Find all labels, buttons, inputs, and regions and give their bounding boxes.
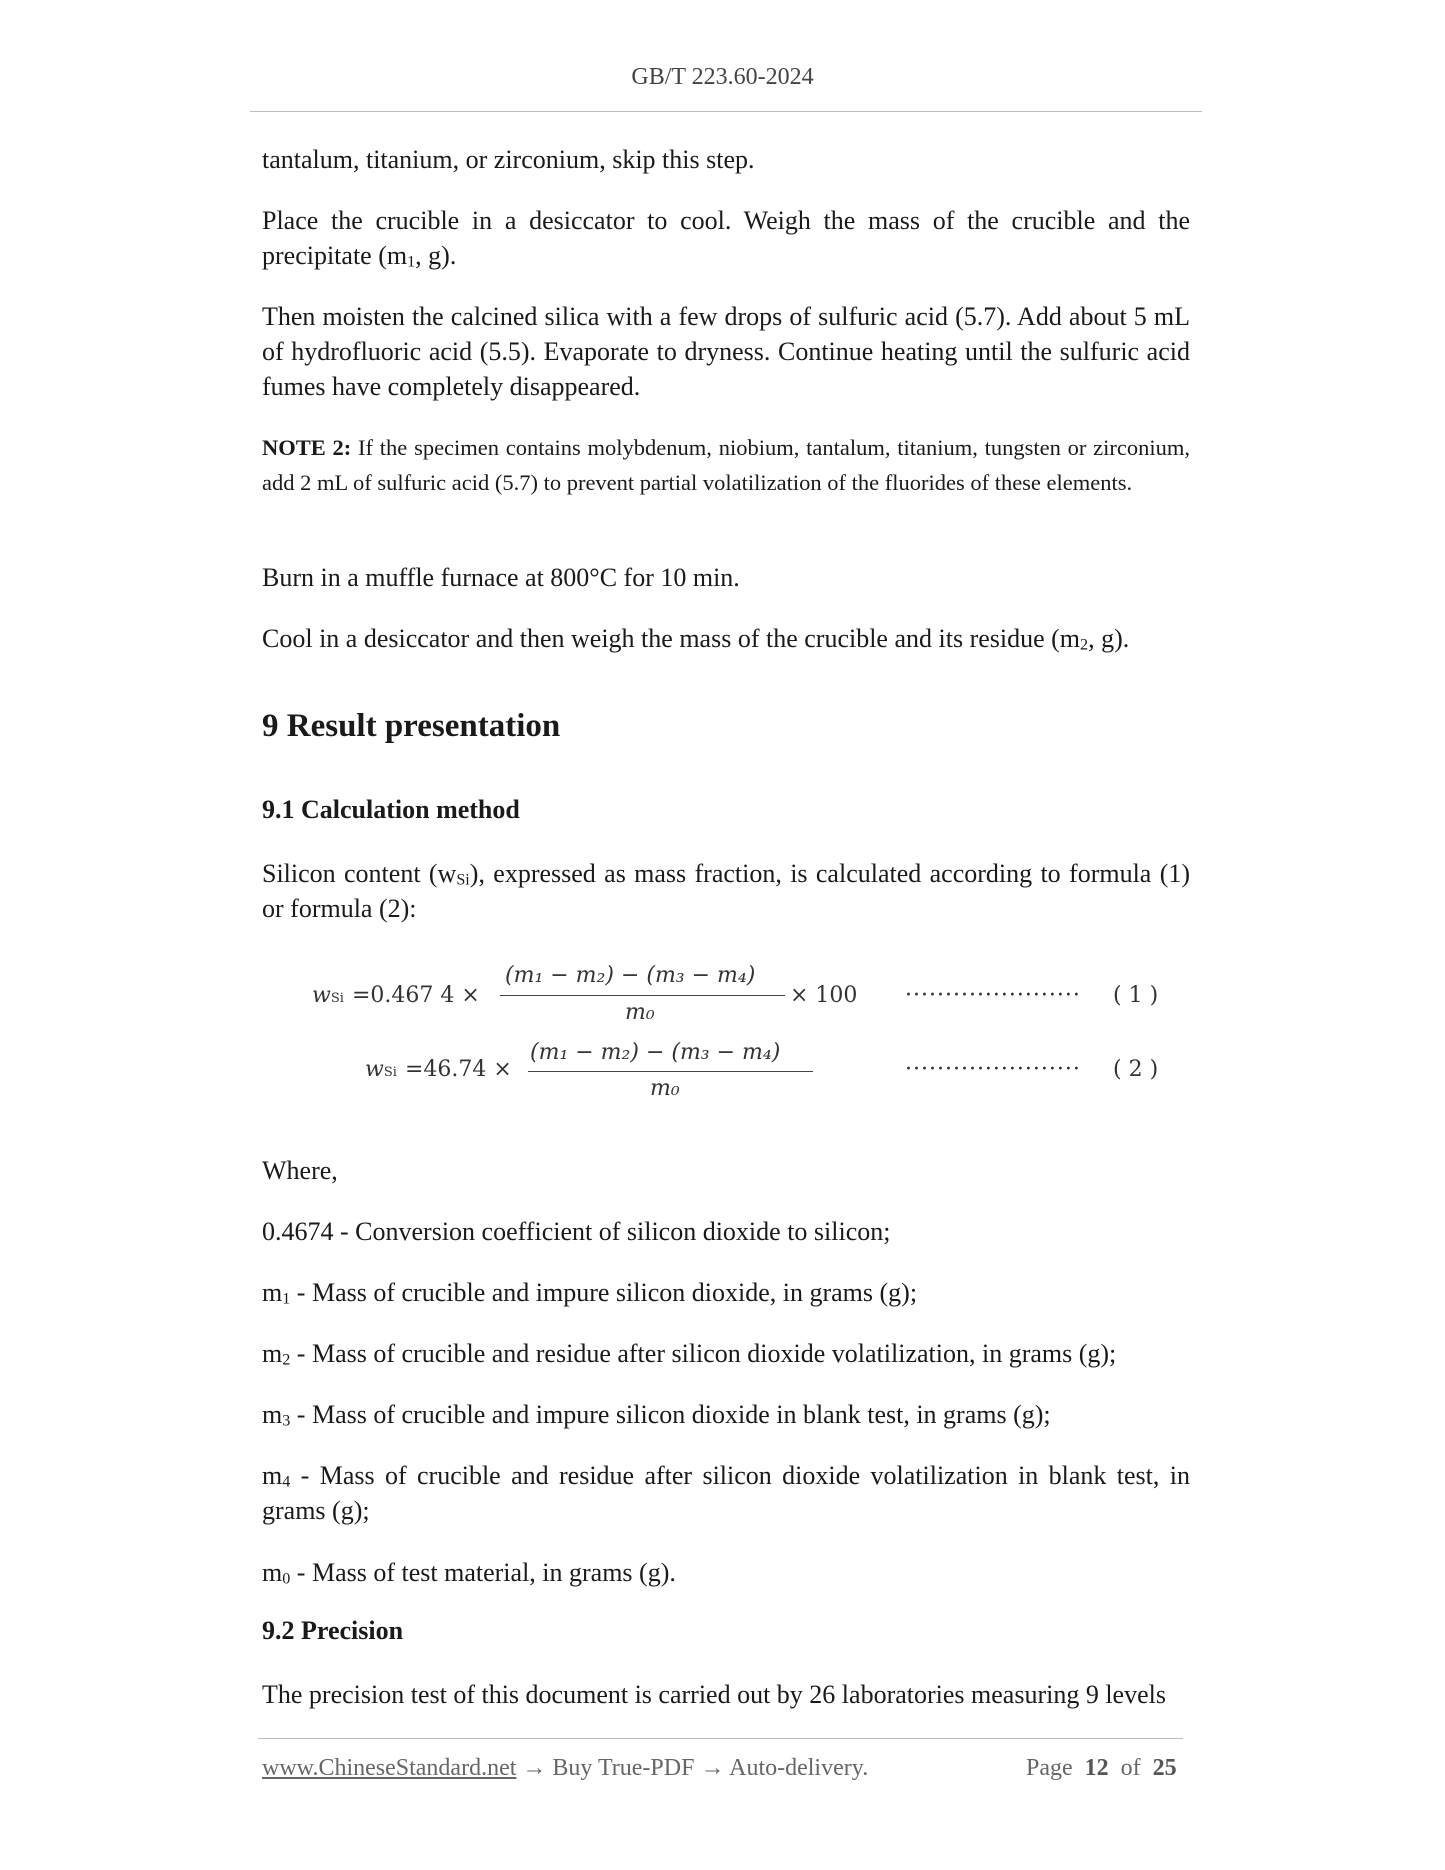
page-indicator: Page 12 of 25	[1026, 1755, 1177, 1781]
definition-symbol: m	[262, 1400, 283, 1429]
formula-1-leader: ······················	[905, 983, 1081, 1008]
formula-1-coefficient: =0.467 4 ×	[352, 983, 480, 1008]
formula-2-fraction-bar	[528, 1071, 813, 1072]
formula-1-denominator: m₀	[625, 1000, 655, 1025]
paragraph-skip-step: tantalum, titanium, or zirconium, skip this step.	[262, 145, 755, 174]
definition-item: $m_3$ - Mass of crucible and impure silicon dioxide in blank test, in grams (g);	[262, 1400, 1051, 1430]
formula-1-number: ( 1 )	[1113, 983, 1159, 1008]
website-link[interactable]: www.ChineseStandard.net	[262, 1755, 517, 1781]
formula-1-lhs: wSi	[312, 983, 344, 1008]
current-page: 12	[1084, 1755, 1109, 1781]
header-divider	[250, 111, 1202, 112]
paragraph-moisten-silica: Then moisten the calcined silica with a few drops of sulfuric acid (5.7). Add about 5 mL of hydrofluoric acid (5.5). Evaporate to dryness. Continue heating until the sulfuric acid fumes have completely disappeared.	[262, 302, 1190, 401]
definition-item: $m_1$ - Mass of crucible and impure silicon dioxide, in grams (g);	[262, 1278, 918, 1308]
definition-symbol: 0.4674	[262, 1217, 334, 1246]
definition-symbol: m	[262, 1278, 283, 1307]
definition-symbol: m	[262, 1558, 283, 1587]
formula-2-leader: ······················	[905, 1057, 1081, 1082]
formula-1-numerator: (m₁ − m₂) − (m₃ − m₄)	[505, 963, 756, 988]
document-id: GB/T 223.60-2024	[631, 64, 814, 90]
definition-item: $m_2$ - Mass of crucible and residue after silicon dioxide volatilization, in grams (g);	[262, 1339, 1117, 1369]
paragraph-silicon-content: Silicon content $(w_{Si})$, expressed as mass fraction, is calculated according to formula (1) or formula (2):	[262, 859, 1191, 923]
definition-item: $m_0$ - Mass of test material, in grams (g).	[262, 1558, 676, 1588]
note-2: NOTE 2: If the specimen contains molybdenum, niobium, tantalum, titanium, tungsten or zirconium, add 2 mL of sulfuric acid (5.7) to prevent partial volatilization of the fluorides of these elements.	[262, 435, 1190, 495]
section-heading-9-2: 9.2 Precision	[262, 1616, 404, 1645]
definition-symbol: m	[262, 1339, 283, 1368]
formula-1-multiplier: × 100	[790, 983, 858, 1008]
formula-2-denominator: m₀	[650, 1076, 680, 1101]
formula-2-lhs: wSi	[365, 1057, 397, 1082]
footer-promo: www.ChineseStandard.net → Buy True-PDF → Auto-delivery.	[262, 1755, 869, 1781]
paragraph-muffle-furnace: Burn in a muffle furnace at 800°C for 10 min.	[262, 563, 740, 592]
definition-item: 0.4674 - Conversion coefficient of silicon dioxide to silicon;	[262, 1217, 891, 1246]
section-heading-9-1: 9.1 Calculation method	[262, 795, 520, 824]
paragraph-precision: The precision test of this document is carried out by 26 laboratories measuring 9 levels	[262, 1680, 1166, 1709]
formula-1-fraction-bar	[500, 995, 785, 996]
footer-divider	[258, 1738, 1183, 1739]
section-heading-9: 9 Result presentation	[262, 708, 561, 744]
note-label: NOTE 2:	[262, 435, 352, 460]
definition-item: $m_4$ - Mass of crucible and residue after silicon dioxide volatilization in blank test, in grams (g);	[262, 1461, 1190, 1525]
definition-symbol: m	[262, 1461, 283, 1490]
total-pages: 25	[1152, 1755, 1177, 1781]
paragraph-cool-weigh: Place the crucible in a desiccator to cool. Weigh the mass of the crucible and the precipitate ($m_1$, g).	[262, 206, 1190, 271]
where-label: Where,	[262, 1156, 338, 1185]
formula-2-numerator: (m₁ − m₂) − (m₃ − m₄)	[530, 1040, 781, 1065]
formula-2-coefficient: =46.74 ×	[405, 1057, 512, 1082]
formula-2-number: ( 2 )	[1113, 1057, 1159, 1082]
paragraph-cool-residue: Cool in a desiccator and then weigh the mass of the crucible and its residue ($m_2$, g).	[262, 624, 1130, 654]
